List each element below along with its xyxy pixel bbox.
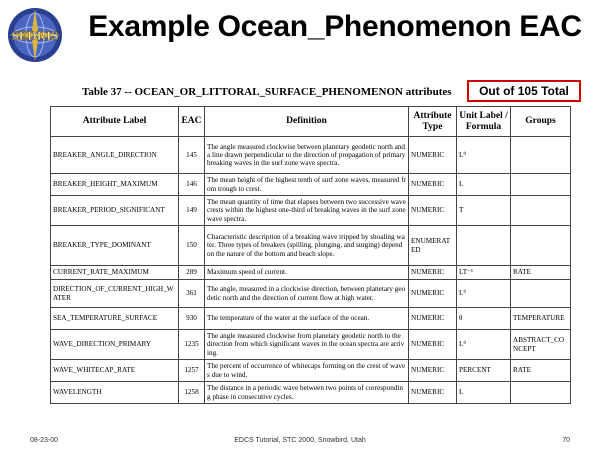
row-definition: The angle measured clockwise between planetary geodetic north and a line drawn perpendicular to the direction of propagation of primary breaking waves in the surf zone wave spectra. (205, 137, 409, 174)
row-groups: TEMPERATURE (511, 308, 571, 330)
row-unit: T (457, 196, 511, 226)
row-groups (511, 382, 571, 404)
row-groups: RATE (511, 360, 571, 382)
table-row (51, 330, 571, 360)
row-definition: The mean quantity of time that elapses between two successive wave crests within the highest one-third of breaking waves in the surf zone wave spectra. (205, 196, 409, 226)
row-label: BREAKER_PERIOD_SIGNIFICANT (51, 196, 179, 226)
row-definition: The angle, measured in a clockwise direction, between planetary geodetic north and the direction of current flow at high water. (205, 280, 409, 308)
row-definition: The mean height of the highest tenth of surf zone waves, measured from trough to crest. (205, 174, 409, 196)
row-eac: 149 (179, 196, 205, 226)
row-unit: L⁰ (457, 330, 511, 360)
table-row (51, 266, 571, 280)
attributes-table (50, 106, 571, 404)
row-definition: The percent of occurrence of whitecaps forming on the crest of waves due to wind. (205, 360, 409, 382)
row-eac: 1258 (179, 382, 205, 404)
row-type: NUMERIC (409, 308, 457, 330)
row-label: BREAKER_ANGLE_DIRECTION (51, 137, 179, 174)
row-eac: 1235 (179, 330, 205, 360)
table-row (51, 280, 571, 308)
row-groups (511, 174, 571, 196)
row-groups (511, 137, 571, 174)
row-groups: RATE (511, 266, 571, 280)
row-groups (511, 196, 571, 226)
row-groups (511, 226, 571, 266)
row-definition: Characteristic description of a breaking wave tripped by shoaling water. Three types of breakers (spilling, plunging, and surging) depend on the nature of the bottom and beach slope. (205, 226, 409, 266)
row-definition: The distance in a periodic wave between two points of corresponding phase in consecutive cycles. (205, 382, 409, 404)
table-row (51, 174, 571, 196)
row-definition: Maximum speed of current. (205, 266, 409, 280)
row-label: WAVE_WHITECAP_RATE (51, 360, 179, 382)
row-type: NUMERIC (409, 174, 457, 196)
row-type: NUMERIC (409, 266, 457, 280)
row-type: NUMERIC (409, 137, 457, 174)
row-type: NUMERIC (409, 360, 457, 382)
row-type: NUMERIC (409, 330, 457, 360)
row-eac: 146 (179, 174, 205, 196)
row-definition: The temperature of the water at the surface of the ocean. (205, 308, 409, 330)
row-type: NUMERIC (409, 280, 457, 308)
table-caption: Table 37 -- OCEAN_OR_LITTORAL_SURFACE_PHENOMENON attributes (82, 86, 452, 98)
total-count-badge: Out of 105 Total (467, 80, 581, 102)
row-unit (457, 226, 511, 266)
row-label: CURRENT_RATE_MAXIMUM (51, 266, 179, 280)
table-header-row (51, 107, 571, 137)
row-type: NUMERIC (409, 382, 457, 404)
row-label: WAVE_DIRECTION_PRIMARY (51, 330, 179, 360)
table-row (51, 360, 571, 382)
footer-page-number: 70 (562, 437, 570, 444)
row-unit: PERCENT (457, 360, 511, 382)
table-row (51, 382, 571, 404)
table-row (51, 226, 571, 266)
header-attribute-type: Attribute Type (409, 107, 457, 137)
row-label: BREAKER_TYPE_DOMINANT (51, 226, 179, 266)
row-label: DIRECTION_OF_CURRENT_HIGH_WATER (51, 280, 179, 308)
row-unit: L (457, 174, 511, 196)
table-row (51, 137, 571, 174)
sedris-logo (4, 6, 66, 64)
footer-date: 08-23-00 (30, 437, 59, 444)
row-groups (511, 280, 571, 308)
row-eac: 361 (179, 280, 205, 308)
row-unit: L⁰ (457, 137, 511, 174)
row-groups: ABSTRACT_CONCEPT (511, 330, 571, 360)
row-unit: θ (457, 308, 511, 330)
logo-text: SEDRIS (11, 28, 59, 43)
row-eac: 145 (179, 137, 205, 174)
row-eac: 930 (179, 308, 205, 330)
row-type: NUMERIC (409, 196, 457, 226)
slide-title: Example Ocean_Phenomenon EAC (88, 10, 582, 43)
row-eac: 150 (179, 226, 205, 266)
footer-event: EDCS Tutorial, STC 2000, Snowbird, Utah (234, 437, 366, 444)
table-row (51, 308, 571, 330)
table-row (51, 196, 571, 226)
header-attribute-label: Attribute Label (51, 107, 179, 137)
header-groups: Groups (511, 107, 571, 137)
row-eac: 289 (179, 266, 205, 280)
row-label: BREAKER_HEIGHT_MAXIMUM (51, 174, 179, 196)
header-unit-label: Unit Label / Formula (457, 107, 511, 137)
row-unit: L (457, 382, 511, 404)
row-label: SEA_TEMPERATURE_SURFACE (51, 308, 179, 330)
header-eac: EAC (179, 107, 205, 137)
row-eac: 1257 (179, 360, 205, 382)
row-label: WAVELENGTH (51, 382, 179, 404)
row-unit: L⁰ (457, 280, 511, 308)
row-type: ENUMERATED (409, 226, 457, 266)
row-unit: LT⁻¹ (457, 266, 511, 280)
header-definition: Definition (205, 107, 409, 137)
row-definition: The angle measured clockwise from planetary geodetic north to the direction from which significant waves in the ocean spectra are arriving. (205, 330, 409, 360)
